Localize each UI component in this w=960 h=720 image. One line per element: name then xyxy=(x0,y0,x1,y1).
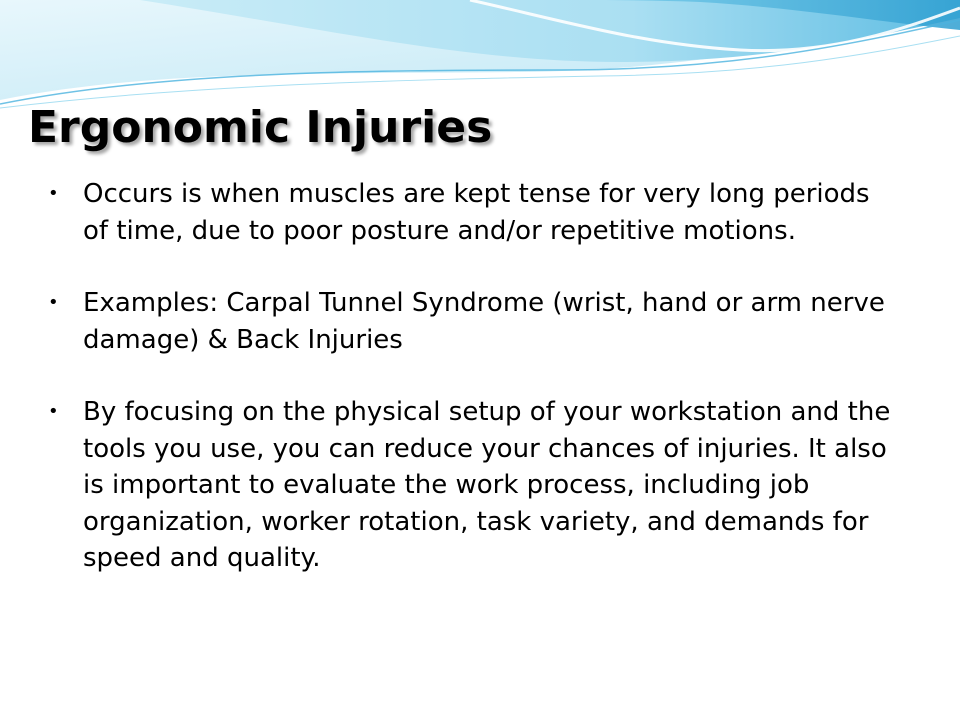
bullet-marker: • xyxy=(48,292,59,313)
bullet-item-examples xyxy=(48,285,898,358)
wave-header-decoration xyxy=(0,0,960,110)
bullet-text: By focusing on the physical setup of your workstation and the tools you use, you can reduce your chances of injuries. It also is important to evaluate the work process, including job organization, worker rotation, task variety, and demands for speed and quality. xyxy=(83,397,891,573)
bullet-item-definition xyxy=(48,176,898,249)
bullet-marker: • xyxy=(48,401,59,422)
bullet-item-prevention xyxy=(48,394,898,577)
bullet-text: Examples: Carpal Tunnel Syndrome (wrist, hand or arm nerve damage) & Back Injuries xyxy=(83,288,885,355)
bullet-list xyxy=(48,176,898,613)
bullet-text: Occurs is when muscles are kept tense for very long periods of time, due to poor posture and/or repetitive motions. xyxy=(83,179,870,246)
bullet-marker: • xyxy=(48,183,59,204)
slide-title: Ergonomic Injuries xyxy=(28,102,493,153)
